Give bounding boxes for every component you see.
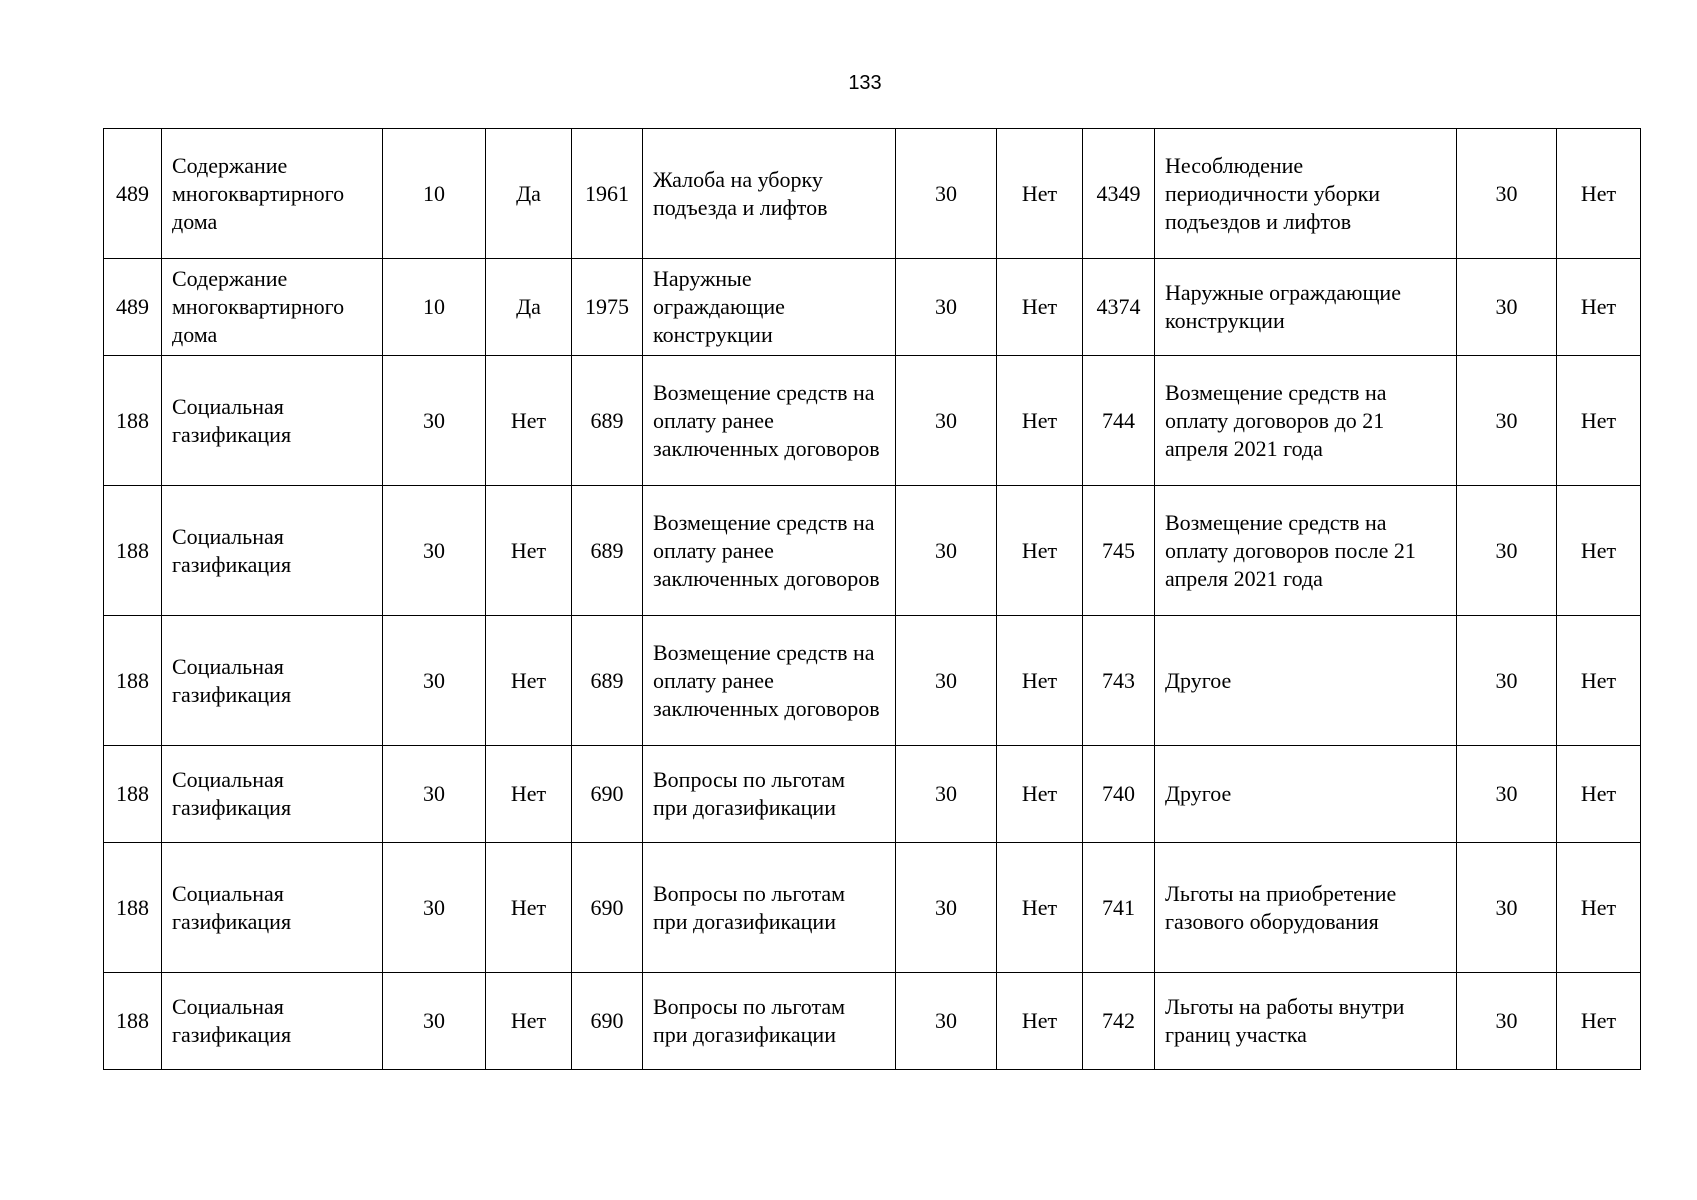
cell-question-flag: Нет — [1557, 973, 1641, 1070]
cell-question-flag: Нет — [1557, 486, 1641, 616]
cell-subtheme-deadline: 30 — [896, 259, 997, 356]
cell-theme-flag: Да — [486, 259, 572, 356]
cell-subtheme-flag: Нет — [997, 259, 1083, 356]
cell-subtheme-code: 690 — [572, 746, 643, 843]
cell-subtheme-deadline: 30 — [896, 486, 997, 616]
cell-question-name: Другое — [1155, 746, 1457, 843]
cell-theme-flag: Нет — [486, 356, 572, 486]
cell-subtheme-deadline: 30 — [896, 356, 997, 486]
table-row — [104, 486, 1641, 616]
cell-subtheme-deadline: 30 — [896, 843, 997, 973]
cell-theme-name: Социальная газификация — [162, 843, 383, 973]
cell-question-name: Льготы на работы внутри границ участка — [1155, 973, 1457, 1070]
cell-theme-deadline: 30 — [383, 973, 486, 1070]
cell-subtheme-code: 689 — [572, 486, 643, 616]
table-row — [104, 259, 1641, 356]
cell-subtheme-code: 1975 — [572, 259, 643, 356]
cell-question-deadline: 30 — [1457, 356, 1557, 486]
cell-subtheme-name: Вопросы по льготам при догазификации — [643, 746, 896, 843]
cell-theme-code: 188 — [104, 746, 162, 843]
cell-question-flag: Нет — [1557, 616, 1641, 746]
cell-question-code: 4374 — [1083, 259, 1155, 356]
cell-subtheme-flag: Нет — [997, 616, 1083, 746]
cell-theme-flag: Нет — [486, 843, 572, 973]
cell-question-code: 743 — [1083, 616, 1155, 746]
cell-question-deadline: 30 — [1457, 259, 1557, 356]
cell-subtheme-code: 1961 — [572, 129, 643, 259]
cell-theme-flag: Нет — [486, 616, 572, 746]
cell-theme-name: Содержание многоквартирного дома — [162, 129, 383, 259]
cell-question-flag: Нет — [1557, 356, 1641, 486]
table-row — [104, 843, 1641, 973]
cell-question-code: 741 — [1083, 843, 1155, 973]
classifier-table — [103, 128, 1641, 1070]
cell-subtheme-code: 689 — [572, 356, 643, 486]
cell-question-name: Несоблюдение периодичности уборки подъездов и лифтов — [1155, 129, 1457, 259]
cell-theme-deadline: 30 — [383, 356, 486, 486]
cell-question-code: 740 — [1083, 746, 1155, 843]
cell-theme-name: Социальная газификация — [162, 973, 383, 1070]
cell-theme-code: 489 — [104, 129, 162, 259]
cell-subtheme-name: Возмещение средств на оплату ранее заключенных договоров — [643, 356, 896, 486]
table-body — [104, 129, 1641, 1070]
cell-subtheme-flag: Нет — [997, 129, 1083, 259]
cell-question-name: Возмещение средств на оплату договоров после 21 апреля 2021 года — [1155, 486, 1457, 616]
cell-question-flag: Нет — [1557, 259, 1641, 356]
table-row — [104, 356, 1641, 486]
cell-theme-deadline: 30 — [383, 746, 486, 843]
cell-question-code: 4349 — [1083, 129, 1155, 259]
cell-theme-deadline: 30 — [383, 843, 486, 973]
cell-theme-flag: Нет — [486, 746, 572, 843]
cell-subtheme-deadline: 30 — [896, 746, 997, 843]
table-row — [104, 973, 1641, 1070]
table-row — [104, 129, 1641, 259]
cell-theme-name: Социальная газификация — [162, 486, 383, 616]
cell-subtheme-flag: Нет — [997, 973, 1083, 1070]
cell-question-flag: Нет — [1557, 746, 1641, 843]
cell-theme-code: 188 — [104, 486, 162, 616]
cell-theme-deadline: 10 — [383, 129, 486, 259]
cell-question-name: Возмещение средств на оплату договоров до 21 апреля 2021 года — [1155, 356, 1457, 486]
cell-subtheme-deadline: 30 — [896, 973, 997, 1070]
cell-question-name: Наружные ограждающие конструкции — [1155, 259, 1457, 356]
cell-question-name: Другое — [1155, 616, 1457, 746]
cell-theme-name: Содержание многоквартирного дома — [162, 259, 383, 356]
cell-subtheme-name: Возмещение средств на оплату ранее заключенных договоров — [643, 616, 896, 746]
cell-theme-flag: Да — [486, 129, 572, 259]
cell-subtheme-code: 689 — [572, 616, 643, 746]
cell-question-deadline: 30 — [1457, 129, 1557, 259]
cell-theme-flag: Нет — [486, 973, 572, 1070]
table-row — [104, 616, 1641, 746]
cell-question-deadline: 30 — [1457, 973, 1557, 1070]
cell-subtheme-name: Вопросы по льготам при догазификации — [643, 973, 896, 1070]
cell-subtheme-flag: Нет — [997, 486, 1083, 616]
cell-theme-code: 188 — [104, 356, 162, 486]
cell-theme-deadline: 10 — [383, 259, 486, 356]
cell-subtheme-code: 690 — [572, 843, 643, 973]
cell-question-deadline: 30 — [1457, 746, 1557, 843]
cell-subtheme-name: Жалоба на уборку подъезда и лифтов — [643, 129, 896, 259]
cell-question-name: Льготы на приобретение газового оборудования — [1155, 843, 1457, 973]
cell-theme-name: Социальная газификация — [162, 616, 383, 746]
cell-question-deadline: 30 — [1457, 843, 1557, 973]
cell-theme-name: Социальная газификация — [162, 356, 383, 486]
cell-question-deadline: 30 — [1457, 486, 1557, 616]
cell-subtheme-deadline: 30 — [896, 129, 997, 259]
cell-question-deadline: 30 — [1457, 616, 1557, 746]
cell-theme-code: 489 — [104, 259, 162, 356]
table-row — [104, 746, 1641, 843]
page-number: 133 — [848, 72, 882, 94]
cell-theme-name: Социальная газификация — [162, 746, 383, 843]
cell-theme-deadline: 30 — [383, 616, 486, 746]
cell-subtheme-name: Вопросы по льготам при догазификации — [643, 843, 896, 973]
cell-subtheme-flag: Нет — [997, 356, 1083, 486]
cell-subtheme-flag: Нет — [997, 746, 1083, 843]
cell-question-code: 742 — [1083, 973, 1155, 1070]
cell-theme-flag: Нет — [486, 486, 572, 616]
cell-theme-code: 188 — [104, 843, 162, 973]
cell-subtheme-name: Наружные ограждающие конструкции — [643, 259, 896, 356]
cell-theme-code: 188 — [104, 616, 162, 746]
cell-subtheme-name: Возмещение средств на оплату ранее заключенных договоров — [643, 486, 896, 616]
cell-question-code: 744 — [1083, 356, 1155, 486]
cell-theme-code: 188 — [104, 973, 162, 1070]
cell-theme-deadline: 30 — [383, 486, 486, 616]
cell-subtheme-flag: Нет — [997, 843, 1083, 973]
cell-subtheme-code: 690 — [572, 973, 643, 1070]
cell-question-flag: Нет — [1557, 843, 1641, 973]
cell-subtheme-deadline: 30 — [896, 616, 997, 746]
cell-question-flag: Нет — [1557, 129, 1641, 259]
cell-question-code: 745 — [1083, 486, 1155, 616]
